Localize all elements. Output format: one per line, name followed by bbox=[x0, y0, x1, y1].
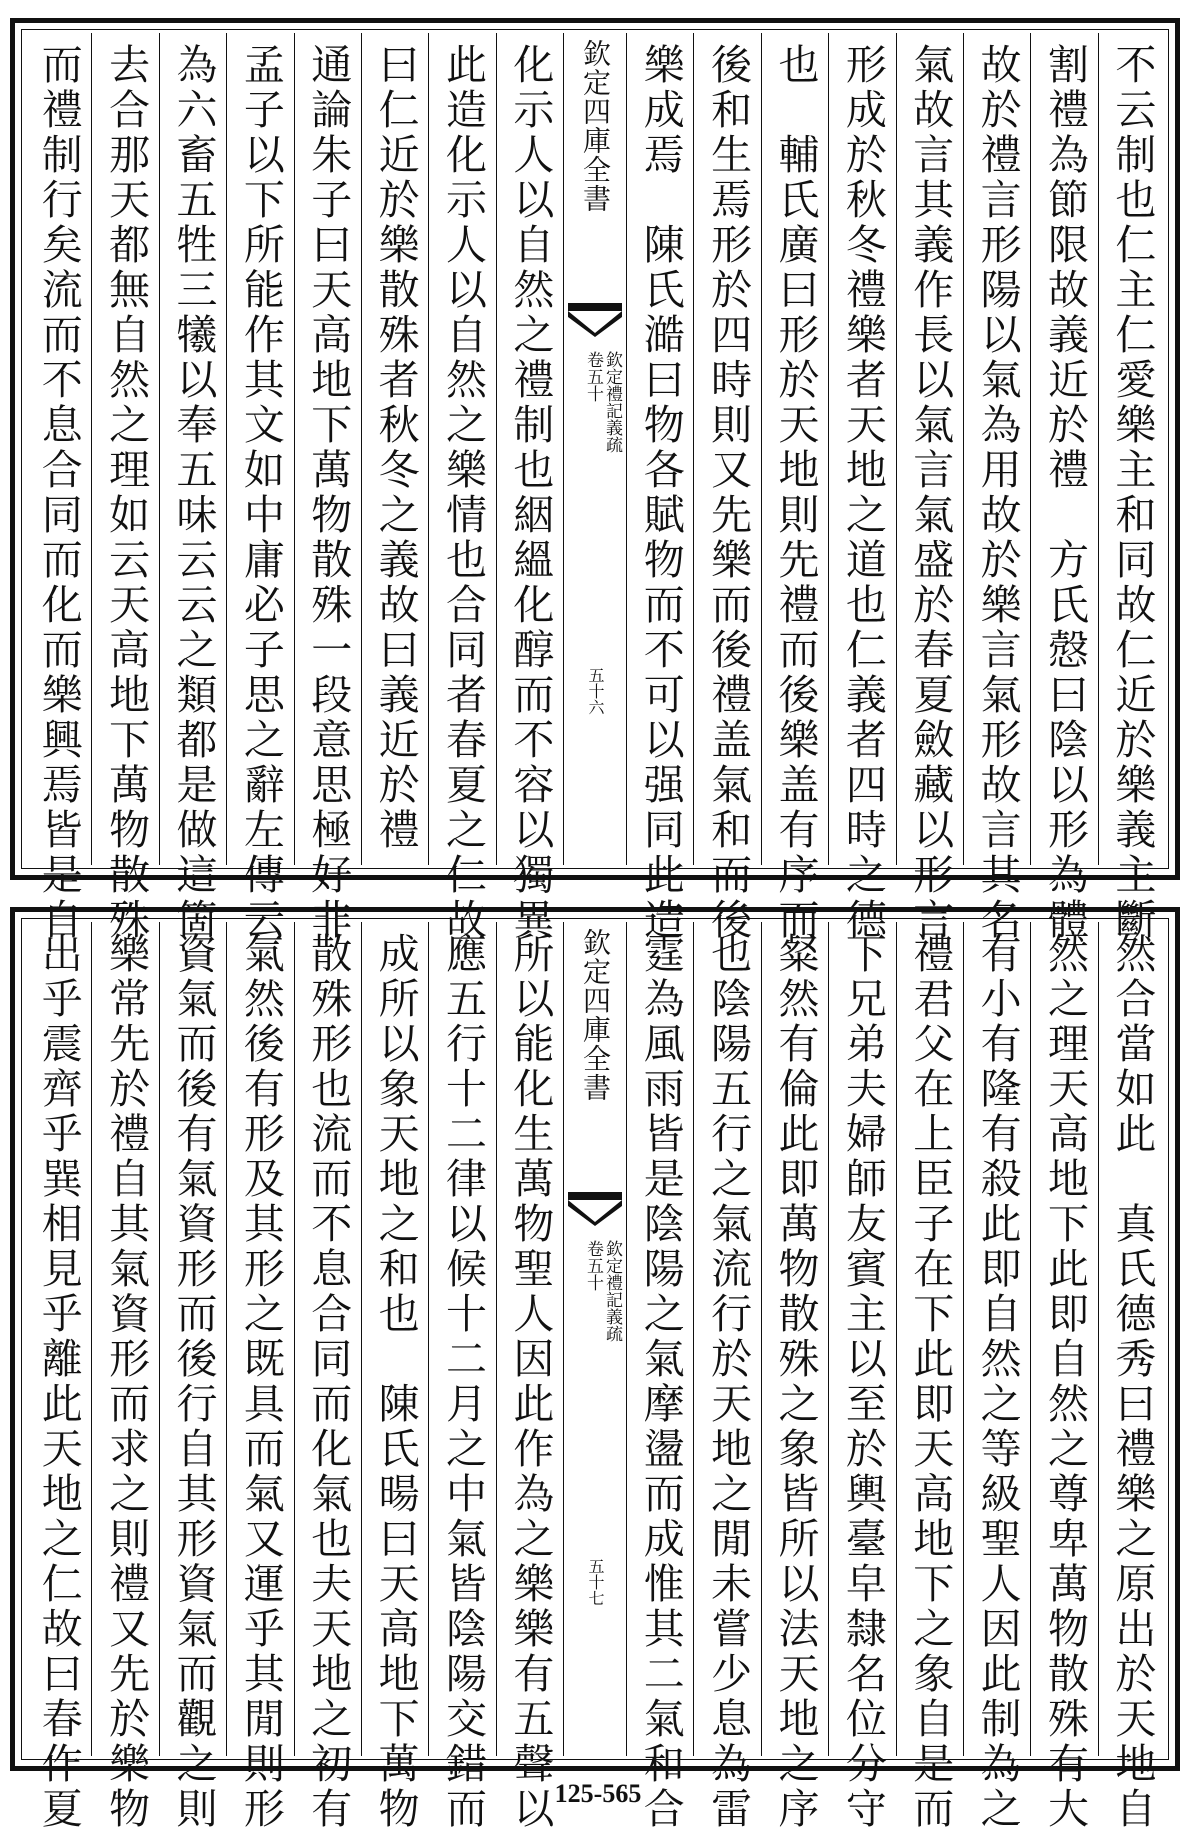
gutter-subtitle: 欽定禮記義疏 卷五十 bbox=[583, 351, 622, 453]
text-column: 氣然後有形及其形之既具而氣又運乎其閒則形 bbox=[226, 922, 293, 1756]
text-column: 化示人以自然之禮制也絪縕化醇而不容以獨異 bbox=[496, 33, 563, 865]
text-column: 去合那天都無自然之理如云天高地下萬物散殊 bbox=[91, 33, 158, 865]
upper-leaf bbox=[10, 18, 1180, 943]
gutter-title: 欽定四庫全書 bbox=[579, 928, 612, 1102]
text-column: 樂常先於禮自其氣資形而求之則禮又先於樂物 bbox=[91, 922, 158, 1756]
text-column: 樂成焉 陳氏澔曰物各賦物而不可以强同此造 bbox=[626, 33, 693, 865]
folio-number: 五十六 bbox=[586, 667, 605, 715]
text-column: 下兄弟夫婦師友賓主以至於輿臺皁隸名位分守 bbox=[828, 922, 895, 1756]
text-column: 曰仁近於樂散殊者秋冬之義故曰義近於禮 bbox=[361, 33, 428, 865]
fish-tail-mark-icon bbox=[568, 303, 622, 337]
text-column: 出乎震齊乎巽相見乎離此天地之仁故曰春作夏 bbox=[34, 932, 83, 1832]
text-column: 也 輔氏廣曰形於天地則先禮而後樂盖有序而 bbox=[761, 33, 828, 865]
column-grid bbox=[25, 33, 1165, 943]
text-column: 通論朱子曰天高地下萬物散殊一段意思極好非 bbox=[294, 33, 361, 865]
text-column: 應五行十二律以候十二月之中氣皆陰陽交錯而 bbox=[428, 922, 495, 1756]
text-column: 資氣而後有氣資形而後行自其形資氣而觀之則 bbox=[159, 922, 226, 1756]
text-column: 也陰陽五行之氣流行於天地之閒未嘗少息為雷 bbox=[693, 922, 760, 1756]
text-column: 為六畜五牲三犧以奉五味云云之類都是做這箇 bbox=[159, 33, 226, 865]
text-column: 割禮為節限故義近於禮 方氏慤曰陰以形為體 bbox=[1030, 33, 1097, 865]
gutter-subtitle: 欽定禮記義疏 卷五十 bbox=[583, 1240, 622, 1342]
text-column: 成所以象天地之和也 陳氏暘曰天高地下萬物 bbox=[361, 922, 428, 1756]
fish-tail-mark-icon bbox=[568, 1192, 622, 1226]
text-column: 所以能化生萬物聖人因此作為之樂樂有五聲以 bbox=[496, 922, 563, 1756]
text-column: 禮君父在上臣子在下此即天高地下之象自是而 bbox=[896, 922, 963, 1756]
text-column: 散殊形也流而不息合同而化氣也夫天地之初有 bbox=[294, 922, 361, 1756]
text-column: 粲然有倫此即萬物散殊之象皆所以法天地之序 bbox=[761, 922, 828, 1756]
text-column: 不云制也仁主仁愛樂主和同故仁近於樂義主斷 bbox=[1098, 33, 1165, 865]
text-column: 故於禮言形陽以氣為用故於樂言氣形故言其名 bbox=[963, 33, 1030, 865]
text-column: 後和生焉形於四時則又先樂而後禮盖氣和而後 bbox=[693, 33, 760, 865]
text-column: 氣故言其義作長以氣言氣盛於春夏斂藏以形言 bbox=[896, 33, 963, 865]
gutter-title: 欽定四庫全書 bbox=[579, 39, 612, 213]
text-column: 霆為風雨皆是陰陽之氣摩盪而成惟其二氣和合 bbox=[626, 922, 693, 1756]
folio-number: 五十七 bbox=[586, 1558, 605, 1606]
text-column: 有小有隆有殺此即自然之等級聖人因此制為之 bbox=[963, 922, 1030, 1756]
center-gutter bbox=[563, 922, 626, 1756]
text-column: 而禮制行矣流而不息合同而化而樂興焉皆是自 bbox=[34, 43, 83, 943]
text-column: 此造化示人以自然之樂情也合同者春夏之仁故 bbox=[428, 33, 495, 865]
text-column: 形成於秋冬禮樂者天地之道也仁義者四時之德 bbox=[828, 33, 895, 865]
center-gutter bbox=[563, 33, 626, 865]
page-number: 125-565 bbox=[554, 1779, 642, 1808]
text-column: 然之理天高地下此即自然之尊卑萬物散殊有大 bbox=[1030, 922, 1097, 1756]
text-column: 然合當如此 真氏德秀曰禮樂之原出於天地自 bbox=[1098, 922, 1165, 1756]
text-column: 孟子以下所能作其文如中庸必子思之辭左傳云 bbox=[226, 33, 293, 865]
